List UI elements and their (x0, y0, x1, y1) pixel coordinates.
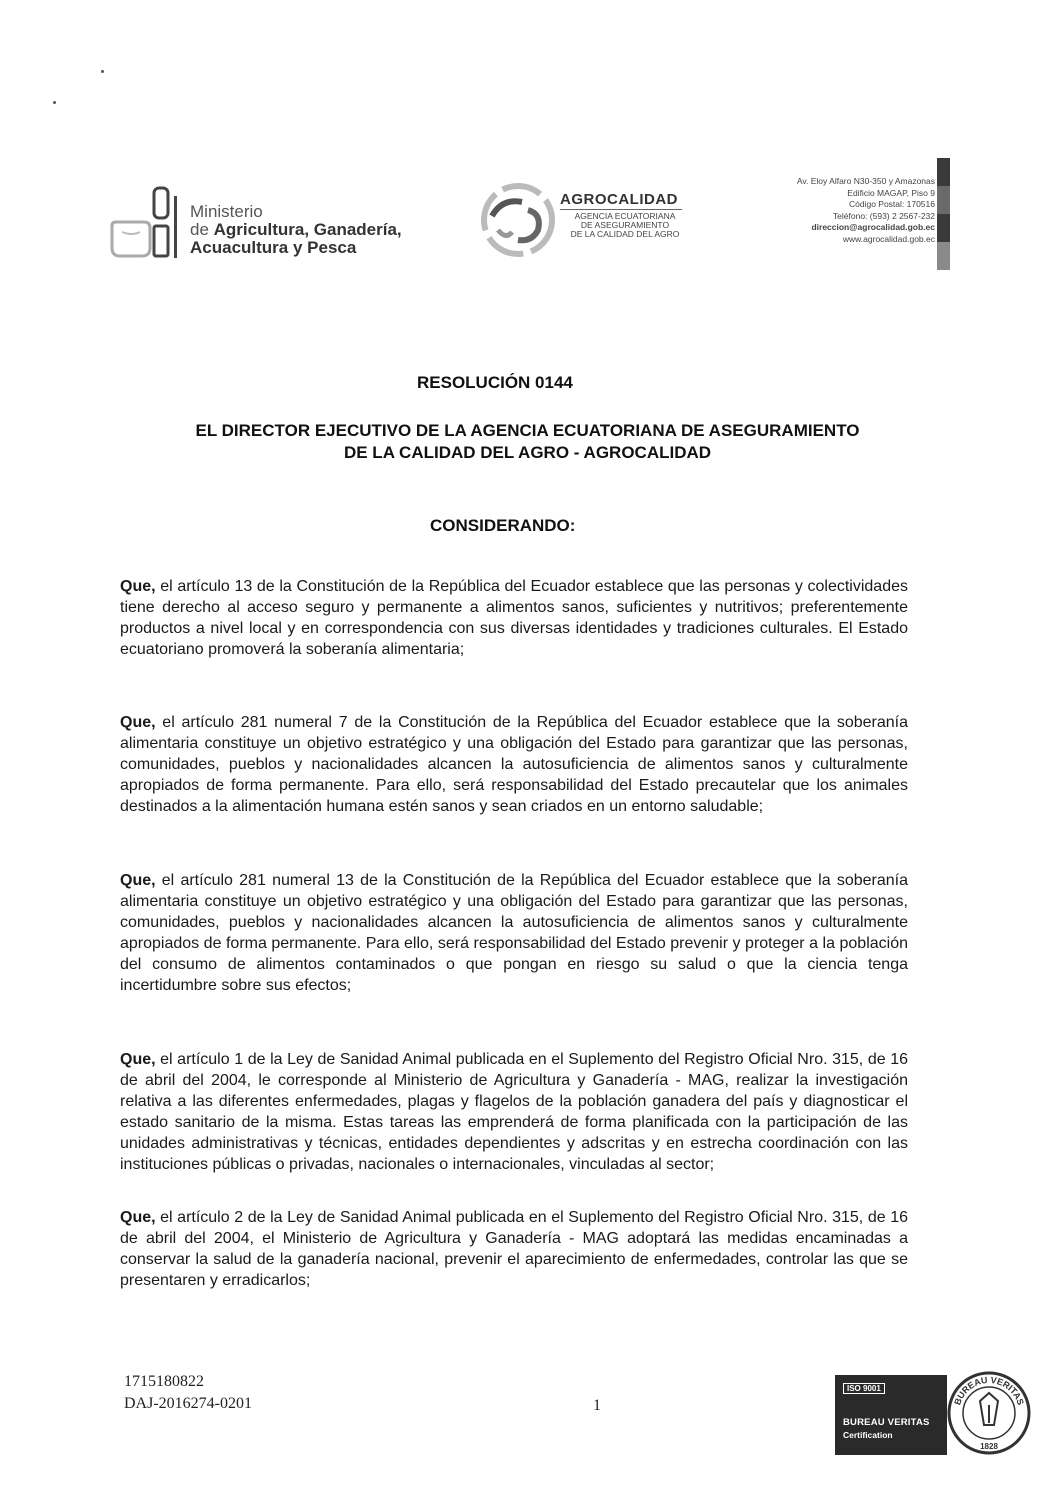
certifier-name: BUREAU VERITAS (843, 1417, 930, 1428)
contact-building: Edificio MAGAP, Piso 9 (847, 187, 935, 198)
footer-code-2: DAJ-2016274-0201 (124, 1395, 252, 1412)
director-heading-line1: EL DIRECTOR EJECUTIVO DE LA AGENCIA ECUATORIANA DE ASEGURAMIENTO (195, 421, 860, 440)
page-number: 1 (593, 1397, 601, 1414)
resolution-title: RESOLUCIÓN 0144 (417, 373, 573, 392)
color-bar-segment (937, 242, 950, 270)
seal-year: 1828 (980, 1442, 998, 1451)
agrocalidad-logo-icon (478, 180, 558, 260)
considerando-paragraph: Que, el artículo 2 de la Ley de Sanidad Animal publicada en el Suplemento del Registro Oficial Nro. 315, de 16 de abril del 2004, el Ministerio de Agricultura y Ganadería - MAG adoptará las medidas encaminadas a conservar la salud de la ganadería nacional, prevenir el aparecimiento de enfermedades, controlar las que se presentaren y erradicarlos; (120, 1209, 908, 1289)
considerando-paragraph: Que, el artículo 13 de la Constitución de la República del Ecuador establece que las personas y colectividades tiene derecho al acceso seguro y permanente a alimentos sanos, suficientes y nutritivos; preferentemente productos a nivel local y en correspondencia con sus diversas identidades y tradiciones culturales. El Estado ecuatoriano promoverá la soberanía alimentaria; (120, 578, 908, 658)
contact-phone: Teléfono: (593) 2 2567-232 (832, 210, 935, 221)
color-bar-segment (937, 158, 950, 186)
agency-name: AGROCALIDAD (560, 191, 678, 208)
header-color-bar (937, 158, 950, 270)
considerando-paragraph: Que, el artículo 281 numeral 13 de la Constitución de la República del Ecuador establece que la soberanía alimentaria constituye un objetivo estratégico y una obligación del Estado para garantizar que las personas, comunidades, pueblos y nacionalidades alcancen la autosuficiencia de alimentos sanos y culturalmente apropiados de forma permanente. Para ello, será responsabilidad del Estado prevenir y proteger a la población del consumo de alimentos contaminados o que pongan en riesgo su salud o que la ciencia tenga incertidumbre sobre sus efectos; (120, 872, 908, 994)
color-bar-segment (937, 214, 950, 242)
ministry-logo-icon (110, 186, 182, 260)
contact-info (797, 176, 935, 245)
considerando-paragraph: Que, el artículo 281 numeral 7 de la Constitución de la República del Ecuador establece que la soberanía alimentaria constituye un objetivo estratégico y una obligación del Estado para garantizar que las personas, comunidades, pueblos y nacionalidades alcancen la autosuficiencia de alimentos sanos y culturalmente apropiados de forma permanente. Para ello, será responsabilidad del Estado precautelar que los animales destinados a la alimentación humana estén sanos y sean criados en un entorno saludable; (120, 714, 908, 815)
agency-subtitle: AGENCIA ECUATORIANA DE ASEGURAMIENTO DE LA CALIDAD DEL AGRO (570, 211, 680, 239)
contact-postal: Código Postal: 170516 (848, 199, 935, 209)
footer-code-1: 1715180822 (124, 1373, 204, 1390)
considerando-heading: CONSIDERANDO: (430, 516, 576, 535)
certification-label: Certification (843, 1430, 893, 1440)
considerando-paragraph: Que, el artículo 1 de la Ley de Sanidad Animal publicada en el Suplemento del Registro Oficial Nro. 315, de 16 de abril del 2004, le corresponde al Ministerio de Agricultura y Ganadería - MAG, realizar la investigación relativa a las diferentes enfermedades, plagas y flagelos de la población ganadera del país y diagnosticar el estado sanitario de la misma. Estas tareas las emprenderá de forma planificada con la participación de las unidades administrativas y técnicas, entidades dependientes y adscritas y en estrecha coordinación con las instituciones públicas o privadas, nacionales o internacionales, vinculadas al sector; (120, 1051, 908, 1173)
ministry-line1: Ministerio (190, 202, 263, 221)
contact-address: Av. Eloy Alfaro N30-350 y Amazonas (796, 176, 935, 186)
bureau-veritas-badge (835, 1375, 947, 1455)
scan-speck (53, 101, 56, 104)
ministry-line3: Acuacultura y Pesca (190, 238, 357, 257)
ministry-line2: de Agricultura, Ganadería, (190, 220, 402, 239)
director-heading-line2: DE LA CALIDAD DEL AGRO - AGROCALIDAD (343, 443, 712, 462)
agency-divider (560, 209, 682, 210)
seal-text: BUREAU VERITAS (952, 1374, 1026, 1407)
color-bar-segment (937, 186, 950, 214)
contact-website: www.agrocalidad.gob.ec (842, 233, 935, 244)
ministry-name (190, 203, 402, 257)
iso-label: ISO 9001 (843, 1383, 885, 1394)
contact-email: direccion@agrocalidad.gob.ec (811, 222, 935, 232)
bureau-veritas-seal-icon (944, 1365, 1034, 1457)
scan-speck (101, 70, 104, 73)
